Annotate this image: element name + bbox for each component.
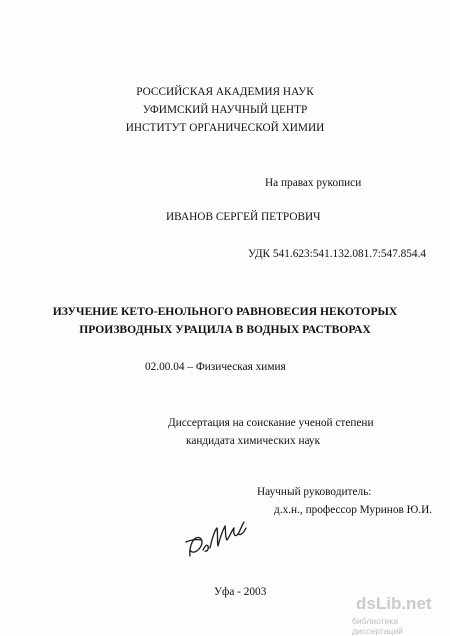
thesis-title-line2: ПРОИЗВОДНЫХ УРАЦИЛА В ВОДНЫХ РАСТВОРАХ xyxy=(79,323,371,336)
udk-code: УДК 541.623:541.132.081.7:547.854.4 xyxy=(248,248,427,260)
watermark-logo: dsLib.net xyxy=(356,594,432,613)
dissertation-line2: кандидата химических наук xyxy=(186,435,321,447)
org-line-institute: ИНСТИТУТ ОРГАНИЧЕСКОЙ ХИМИИ xyxy=(125,122,325,134)
org-line-academy: РОССИЙСКАЯ АКАДЕМИЯ НАУК xyxy=(136,86,314,98)
handwritten-signature xyxy=(184,516,250,560)
rights-note: На правах рукописи xyxy=(265,177,362,189)
city-year: Уфа - 2003 xyxy=(214,586,267,598)
supervisor-label: Научный руководитель: xyxy=(257,486,372,498)
watermark xyxy=(352,594,446,634)
author-name: ИВАНОВ СЕРГЕЙ ПЕТРОВИЧ xyxy=(166,211,321,223)
watermark-subtitle: библиотека диссертаций xyxy=(352,616,403,636)
dissertation-line1: Диссертация на соискание ученой степени xyxy=(168,417,374,429)
supervisor-name: д.х.н., профессор Муринов Ю.И. xyxy=(274,504,433,516)
specialty: 02.00.04 – Физическая химия xyxy=(145,361,286,373)
thesis-title-line1: ИЗУЧЕНИЕ КЕТО-ЕНОЛЬНОГО РАВНОВЕСИЯ НЕКОТОРЫХ xyxy=(52,305,398,318)
org-line-center: УФИМСКИЙ НАУЧНЫЙ ЦЕНТР xyxy=(142,104,308,116)
